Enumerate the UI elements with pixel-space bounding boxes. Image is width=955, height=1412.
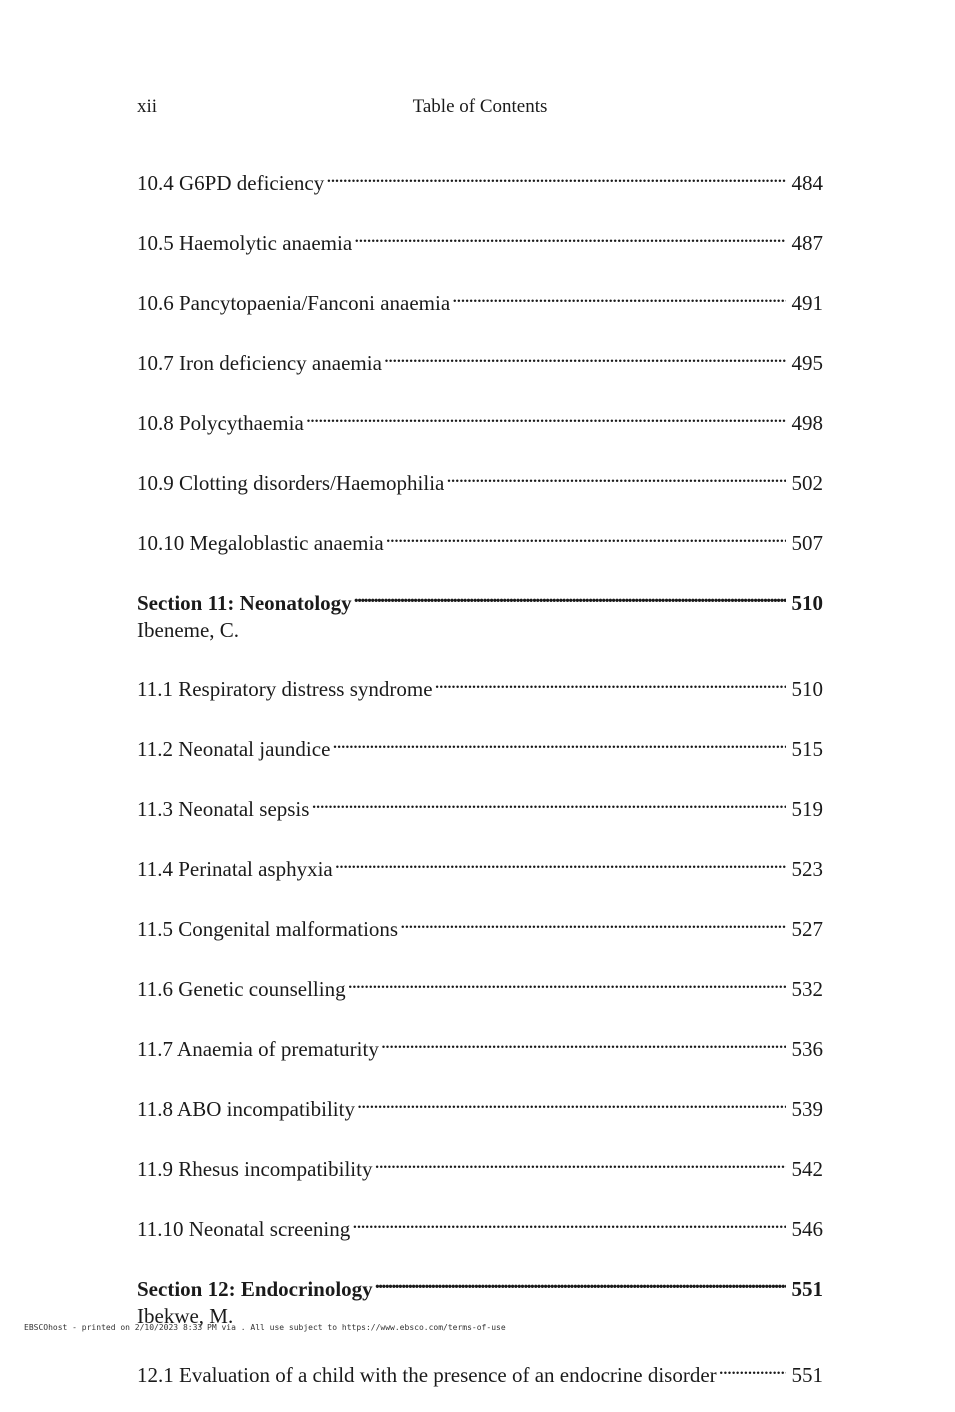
toc-entry-page: 539 [791, 1097, 823, 1121]
toc-section-heading[interactable] [137, 580, 823, 618]
toc-entry[interactable] [137, 1146, 823, 1184]
toc-entry-title: 10.8 Polycythaemia [137, 411, 304, 435]
toc-entry-title: 10.4 G6PD deficiency [137, 171, 325, 195]
dot-leader [311, 786, 785, 816]
dot-leader [357, 1086, 786, 1116]
toc-entry[interactable] [137, 1352, 823, 1390]
running-title: Table of Contents [412, 96, 548, 117]
toc-entry-title: 11.1 Respiratory distress syndrome [137, 677, 433, 701]
toc-entry-page: 484 [791, 171, 823, 195]
dot-leader [386, 520, 786, 550]
toc-entry-page: 491 [791, 291, 823, 315]
toc-entry-page: 551 [791, 1363, 823, 1387]
toc-entry-title: 11.9 Rhesus incompatibility [137, 1157, 373, 1181]
toc-entry[interactable] [137, 726, 823, 764]
dot-leader [375, 1266, 786, 1296]
toc-entry-page: 495 [791, 351, 823, 375]
page-number: xii [137, 96, 158, 117]
toc-entry-title: 11.10 Neonatal screening [137, 1217, 351, 1241]
toc-entry[interactable] [137, 666, 823, 704]
dot-leader [374, 1146, 785, 1176]
toc-entry-title: 11.4 Perinatal asphyxia [137, 857, 333, 881]
toc-entry-page: 510 [791, 677, 823, 701]
toc-entry-page: 527 [791, 917, 823, 941]
dot-leader [452, 280, 785, 310]
toc-section-title: Section 12: Endocrinology [137, 1277, 373, 1301]
toc-entry[interactable] [137, 1206, 823, 1244]
toc-entry-title: 12.1 Evaluation of a child with the presence of an endocrine disorder [137, 1363, 717, 1387]
toc-entry-page: 532 [791, 977, 823, 1001]
toc-section-heading[interactable] [137, 1266, 823, 1304]
toc-entry[interactable] [137, 966, 823, 1004]
running-header [137, 96, 823, 122]
toc-entry-title: 11.7 Anaemia of prematurity [137, 1037, 379, 1061]
toc-entry-page: 515 [791, 737, 823, 761]
toc-entry[interactable] [137, 786, 823, 824]
dot-leader [332, 726, 785, 756]
toc-section-title: Section 11: Neonatology [137, 591, 352, 615]
toc-entry-title: 11.3 Neonatal sepsis [137, 797, 310, 821]
dot-leader [384, 340, 786, 370]
toc-entry[interactable] [137, 280, 823, 318]
toc-section-page: 551 [791, 1277, 823, 1301]
dot-leader [352, 1206, 785, 1236]
toc-entry-title: 10.9 Clotting disorders/Haemophilia [137, 471, 445, 495]
print-footer: EBSCOhost - printed on 2/10/2023 8:33 PM via . All use subject to https://www.ebsco.com/terms-of-use [24, 1323, 506, 1332]
toc-entry-page: 542 [791, 1157, 823, 1181]
toc-entry[interactable] [137, 400, 823, 438]
toc-entry[interactable] [137, 520, 823, 558]
toc-entry[interactable] [137, 1026, 823, 1064]
dot-leader [354, 220, 785, 250]
toc-entry-title: 10.7 Iron deficiency anaemia [137, 351, 382, 375]
section-author: Ibeneme, C. [137, 618, 240, 642]
toc-entry-page: 502 [791, 471, 823, 495]
dot-leader [354, 580, 786, 610]
toc-entry[interactable] [137, 906, 823, 944]
toc-entry[interactable] [137, 220, 823, 258]
dot-leader [381, 1026, 786, 1056]
dot-leader [719, 1352, 786, 1382]
dot-leader [446, 460, 785, 490]
table-of-contents [137, 160, 823, 1412]
dot-leader [306, 400, 786, 430]
toc-entry-title: 10.5 Haemolytic anaemia [137, 231, 353, 255]
toc-entry-page: 536 [791, 1037, 823, 1061]
toc-entry-title: 11.6 Genetic counselling [137, 977, 346, 1001]
toc-entry-title: 11.2 Neonatal jaundice [137, 737, 331, 761]
toc-entry[interactable] [137, 160, 823, 198]
dot-leader [435, 666, 786, 696]
toc-entry-page: 507 [791, 531, 823, 555]
toc-entry-page: 523 [791, 857, 823, 881]
toc-entry-page: 519 [791, 797, 823, 821]
toc-entry[interactable] [137, 1086, 823, 1124]
toc-section-page: 510 [791, 591, 823, 615]
dot-leader [348, 966, 786, 996]
toc-entry-title: 11.8 ABO incompatibility [137, 1097, 355, 1121]
dot-leader [335, 846, 786, 876]
toc-entry-title: 10.10 Megaloblastic anaemia [137, 531, 384, 555]
dot-leader [326, 160, 785, 190]
toc-entry[interactable] [137, 846, 823, 884]
dot-leader [400, 906, 785, 936]
toc-entry[interactable] [137, 340, 823, 378]
toc-entry-page: 498 [791, 411, 823, 435]
toc-entry[interactable] [137, 460, 823, 498]
toc-entry-title: 11.5 Congenital malformations [137, 917, 399, 941]
toc-entry-title: 10.6 Pancytopaenia/Fanconi anaemia [137, 291, 451, 315]
toc-entry-page: 487 [791, 231, 823, 255]
toc-entry-page: 546 [791, 1217, 823, 1241]
section-author: Ibekwe, M. [137, 1304, 234, 1328]
